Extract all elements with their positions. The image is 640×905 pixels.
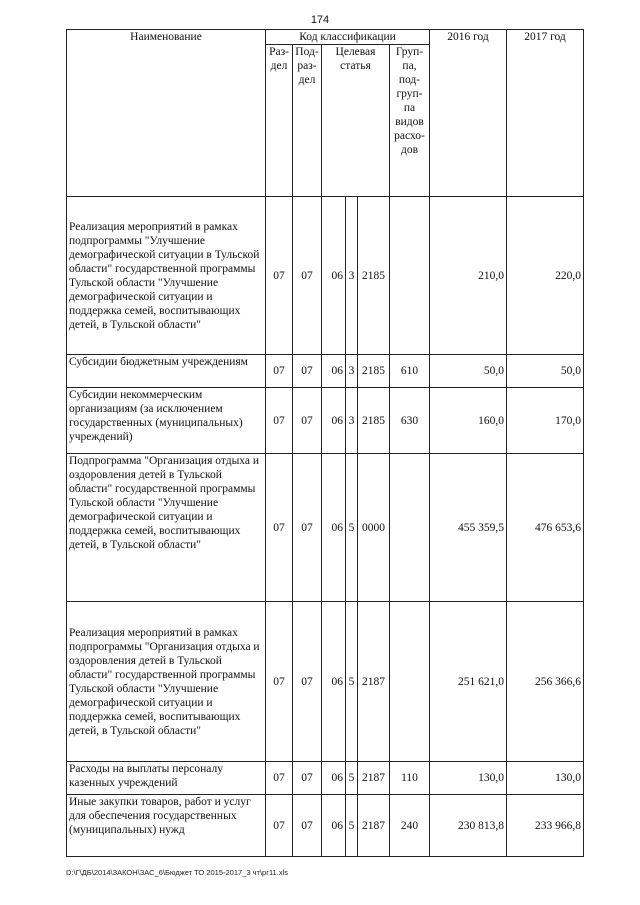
header-podrazdel: Под- раз- дел <box>293 45 322 197</box>
row-podrazdel: 07 <box>293 355 322 388</box>
row-podrazdel: 07 <box>293 454 322 602</box>
row-expense-group <box>390 602 430 762</box>
budget-table <box>66 29 584 857</box>
row-expense-group <box>390 197 430 355</box>
row-podrazdel: 07 <box>293 197 322 355</box>
row-target-subprogram: 3 <box>346 355 358 388</box>
row-2016: 251 621,0 <box>430 602 507 762</box>
row-2017: 256 366,6 <box>507 602 584 762</box>
row-2017: 220,0 <box>507 197 584 355</box>
row-target-subprogram: 3 <box>346 197 358 355</box>
row-razdel: 07 <box>266 762 293 795</box>
row-target-subprogram: 5 <box>346 762 358 795</box>
row-razdel: 07 <box>266 795 293 857</box>
row-name: Иные закупки товаров, работ и услуг для обеспечения государственных (муниципальных) нужд <box>67 795 266 857</box>
header-razdel: Раз- дел <box>266 45 293 197</box>
row-target-subprogram: 5 <box>346 454 358 602</box>
row-name: Подпрограмма "Организация отдыха и оздоровления детей в Тульской области" государственной программы Тульской области "Улучшение демографической ситуации и поддержка семей, воспитывающих детей, в Тульской области" <box>67 454 266 602</box>
row-expense-group <box>390 454 430 602</box>
row-2016: 130,0 <box>430 762 507 795</box>
table-row <box>67 602 584 762</box>
row-razdel: 07 <box>266 388 293 454</box>
row-target-subprogram: 3 <box>346 388 358 454</box>
row-podrazdel: 07 <box>293 602 322 762</box>
row-target-direction: 2185 <box>358 197 390 355</box>
table-row <box>67 454 584 602</box>
row-target-program: 06 <box>322 197 346 355</box>
row-razdel: 07 <box>266 454 293 602</box>
row-2017: 50,0 <box>507 355 584 388</box>
row-name: Расходы на выплаты персоналу казенных учреждений <box>67 762 266 795</box>
row-razdel: 07 <box>266 197 293 355</box>
header-code-group: Код классификации <box>266 30 430 45</box>
row-podrazdel: 07 <box>293 762 322 795</box>
header-2016: 2016 год <box>430 30 507 197</box>
row-razdel: 07 <box>266 602 293 762</box>
table-row <box>67 762 584 795</box>
row-target-subprogram: 5 <box>346 795 358 857</box>
row-2017: 170,0 <box>507 388 584 454</box>
row-target-program: 06 <box>322 355 346 388</box>
table-row <box>67 355 584 388</box>
row-2017: 233 966,8 <box>507 795 584 857</box>
row-name: Реализация мероприятий в рамках подпрограммы "Организация отдыха и оздоровления детей в Тульской области" государственной программы Тульской области "Улучшение демографической ситуации и поддержка семей, воспитывающих детей, в Тульской области" <box>67 602 266 762</box>
row-2017: 476 653,6 <box>507 454 584 602</box>
row-2016: 230 813,8 <box>430 795 507 857</box>
row-target-program: 06 <box>322 795 346 857</box>
row-target-direction: 2187 <box>358 795 390 857</box>
file-path-footer: D:\Г\ДБ\2014\ЗАКОН\ЗАС_6\Бюджет ТО 2015-2017_3 чт\рг11.xls <box>66 868 288 877</box>
row-expense-group: 630 <box>390 388 430 454</box>
row-target-program: 06 <box>322 602 346 762</box>
row-target-program: 06 <box>322 454 346 602</box>
row-target-direction: 0000 <box>358 454 390 602</box>
header-2017: 2017 год <box>507 30 584 197</box>
row-target-direction: 2185 <box>358 388 390 454</box>
row-podrazdel: 07 <box>293 795 322 857</box>
row-2016: 160,0 <box>430 388 507 454</box>
header-target-article: Целевая статья <box>322 45 390 197</box>
row-name: Субсидии некоммерческим организациям (за исключением государственных (муниципальных) учреждений) <box>67 388 266 454</box>
row-name: Реализация мероприятий в рамках подпрограммы "Улучшение демографической ситуации в Тульской области" государственной программы Тульской области "Улучшение демографической ситуации и поддержка семей, воспитывающих детей, в Тульской области" <box>67 197 266 355</box>
row-target-direction: 2185 <box>358 355 390 388</box>
row-expense-group: 610 <box>390 355 430 388</box>
row-2016: 210,0 <box>430 197 507 355</box>
row-expense-group: 110 <box>390 762 430 795</box>
row-target-direction: 2187 <box>358 602 390 762</box>
row-expense-group: 240 <box>390 795 430 857</box>
row-target-program: 06 <box>322 388 346 454</box>
row-target-program: 06 <box>322 762 346 795</box>
row-podrazdel: 07 <box>293 388 322 454</box>
table-row <box>67 388 584 454</box>
row-2016: 50,0 <box>430 355 507 388</box>
row-2016: 455 359,5 <box>430 454 507 602</box>
page-number: 174 <box>310 14 330 26</box>
row-target-direction: 2187 <box>358 762 390 795</box>
table-row <box>67 795 584 857</box>
header-expense-group: Груп- па, под- груп- па видов расхо- дов <box>390 45 430 197</box>
row-name: Субсидии бюджетным учреждениям <box>67 355 266 388</box>
row-target-subprogram: 5 <box>346 602 358 762</box>
row-razdel: 07 <box>266 355 293 388</box>
header-name: Наименование <box>67 30 266 197</box>
row-2017: 130,0 <box>507 762 584 795</box>
table-row <box>67 197 584 355</box>
